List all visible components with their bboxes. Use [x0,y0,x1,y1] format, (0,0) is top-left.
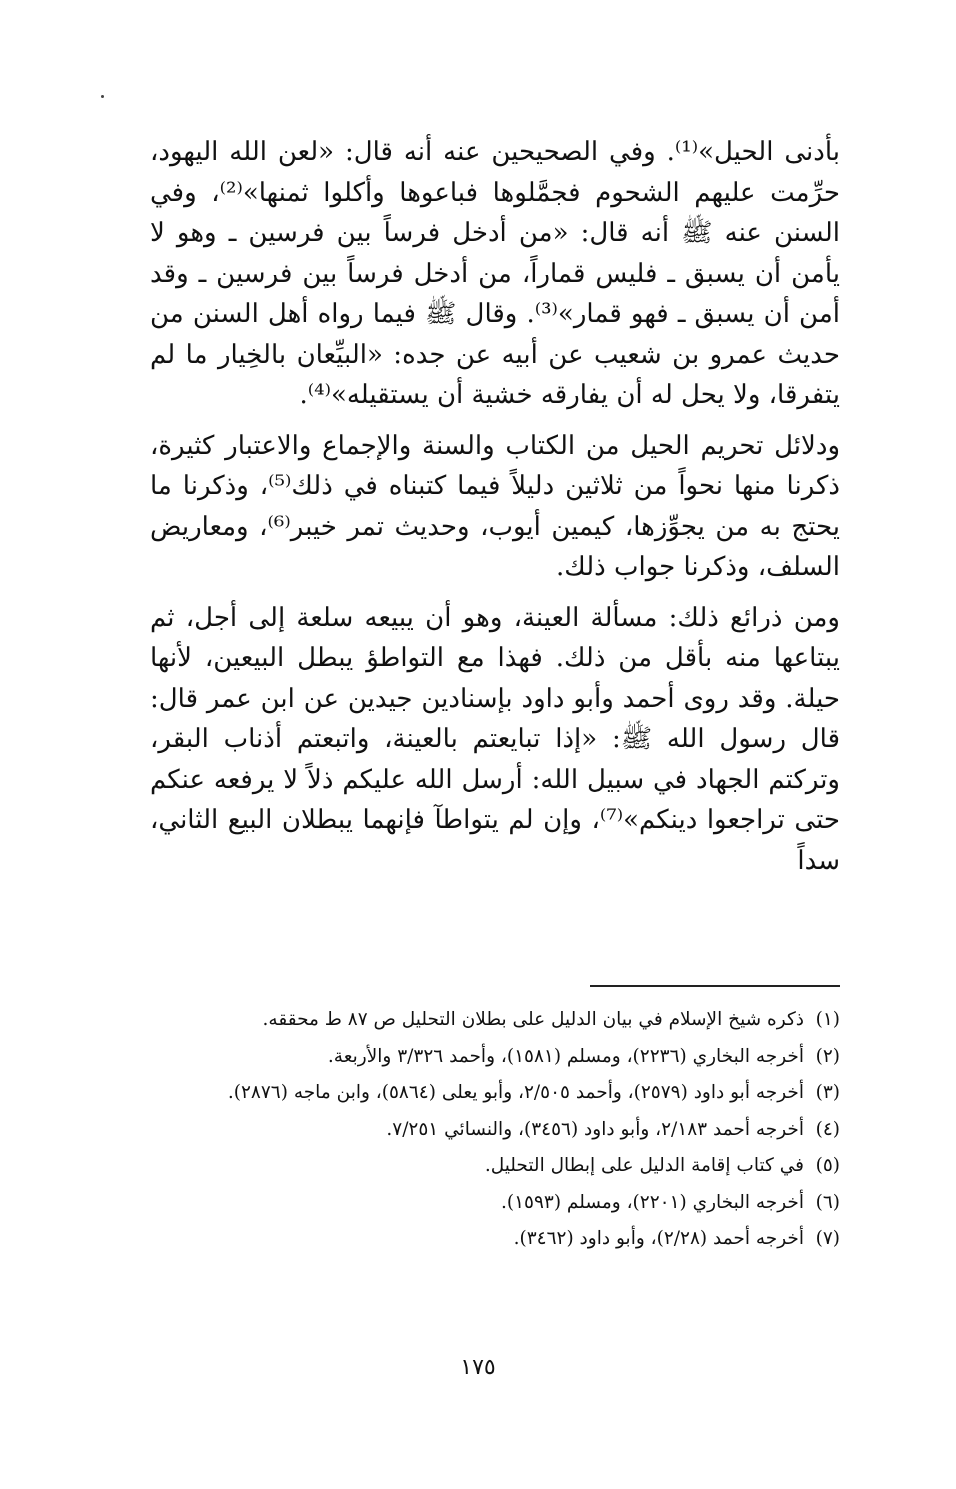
page-number: ١٧٥ [460,1355,496,1380]
footnote-separator [590,985,840,987]
footnote-text: ذكره شيخ الإسلام في بيان الدليل على بطلان التحليل ص ٨٧ ط محققه. [262,1009,804,1030]
footnote-number: (٤) [815,1118,840,1140]
paragraph-3: ومن ذرائع ذلك: مسألة العينة، وهو أن يبيعه سلعة إلى أجل، ثم يبتاعها منه بأقل من ذلك. فهذا مع التواطؤ يبطل البيعين، لأنها حيلة. وقد روى أحمد وأبو داود بإسنادين جيدين عن ابن عمر قال: قال رسول الله ﷺ: «إذا تبايعتم بالعينة، واتبعتم أذناب البقر، وتركتم الجهاد في سبيل الله: أرسل الله عليكم ذلاً لا يرفعه عنكم حتى تراجعوا دينكم»⁽⁷⁾، وإن لم يتواطآ فإنهما يبطلان البيع الثاني، سداً [150,602,840,876]
footnote-text: أخرجه البخاري (٢٢٣٦)، ومسلم (١٥٨١)، وأحمد ٣/٣٢٦ والأربعة. [327,1045,804,1067]
footnote-number: (٧) [815,1228,840,1249]
footnote-4 [108,1112,840,1149]
footnote-number: (٦) [815,1191,840,1213]
footnote-number: (١) [815,1009,840,1030]
footnote-5 [108,1148,840,1185]
footnote-3 [108,1075,840,1112]
paragraph-2: ودلائل تحريم الحيل من الكتاب والسنة والإجماع والاعتبار كثيرة، ذكرنا منها نحواً من ثلاثين دليلاً فيما كتبناه في ذلك⁽⁵⁾، وذكرنا ما يحتج به من يجوِّزها، كيمين أيوب، وحديث تمر خيبر⁽⁶⁾، ومعاريض السلف، وذكرنا جواب ذلك. [150,430,841,582]
footnote-number: (٥) [815,1155,840,1176]
footnote-text: أخرجه أحمد (٢/٢٨)، وأبو داود (٣٤٦٢). [513,1228,804,1249]
footnote-text: أخرجه أبو داود (٢٥٧٩)، وأحمد ٢/٥٠٥، وأبو يعلى (٥٨٦٤)، وابن ماجه (٢٨٧٦). [227,1082,804,1103]
footnote-number: (٣) [815,1082,840,1103]
footnote-7 [108,1221,840,1258]
footnotes [108,1002,840,1258]
footnote-text: في كتاب إقامة الدليل على إبطال التحليل. [484,1155,804,1176]
footnote-text: أخرجه أحمد ٢/١٨٣، وأبو داود (٣٤٥٦)، والنسائي ٧/٢٥١. [386,1118,804,1140]
footnote-1 [108,1002,840,1039]
main-text [150,132,840,881]
footnote-6 [108,1185,840,1222]
footnote-number: (٢) [815,1045,840,1067]
footnote-2 [108,1039,840,1076]
paragraph-1: بأدنى الحيل»⁽¹⁾. وفي الصحيحين عنه أنه قال: «لعن الله اليهود، حرِّمت عليهم الشحوم فجمَّلوها فباعوها وأكلوا ثمنها»⁽²⁾، وفي السنن عنه ﷺ أنه قال: «من أدخل فرساً بين فرسين ـ وهو لا يأمن أن يسبق ـ فليس قماراً، من أدخل فرساً بين فرسين ـ وقد أمن أن يسبق ـ فهو قمار»⁽³⁾. وقال ﷺ فيما رواه أهل السنن من حديث عمرو بن شعيب عن أبيه عن جده: «البيِّعان بالخِيار ما لم يتفرقا، ولا يحل له أن يفارقه خشية أن يستقيله»⁽⁴⁾. [150,137,840,410]
scan-speck [101,95,104,98]
footnote-text: أخرجه البخاري (٢٢٠١)، ومسلم (١٥٩٣). [500,1191,804,1213]
